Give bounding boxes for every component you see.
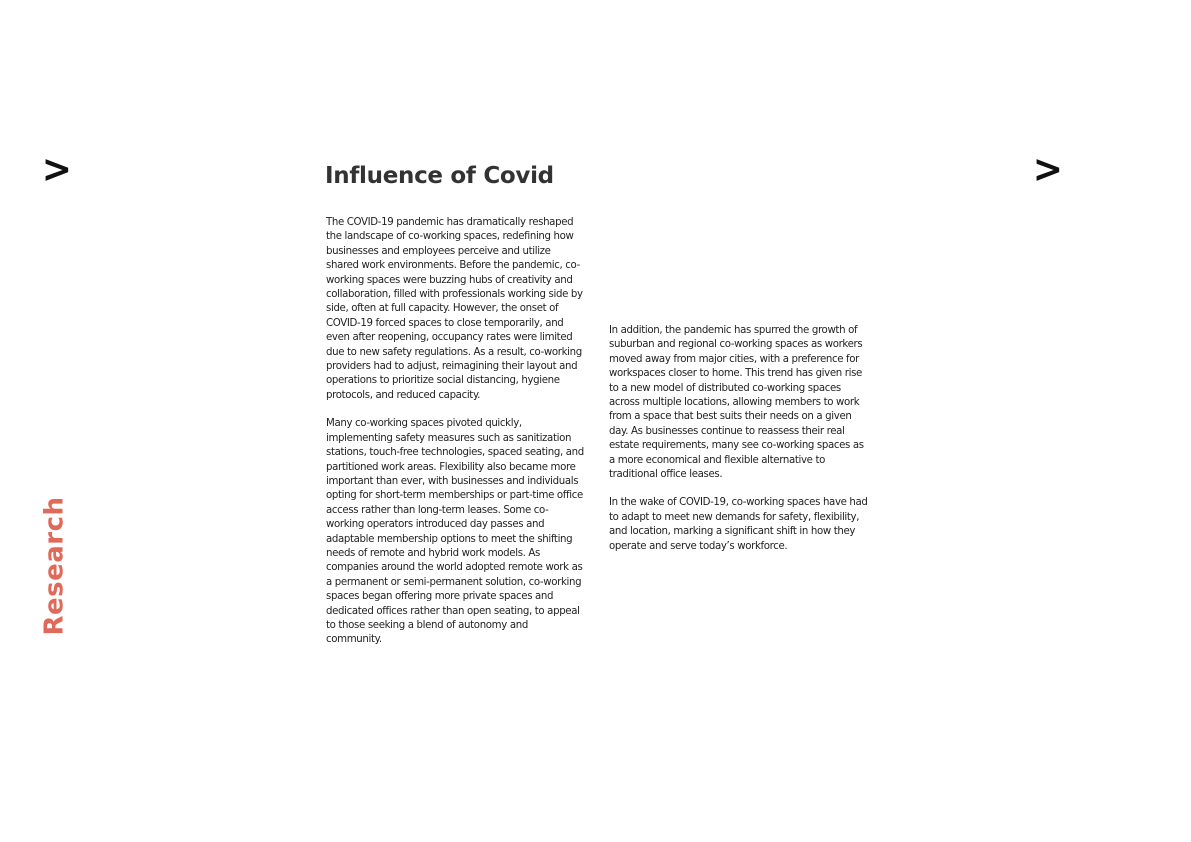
previous-page-arrow-icon[interactable]: > bbox=[41, 147, 73, 191]
section-label-text: Research bbox=[40, 496, 70, 636]
next-page-arrow-icon[interactable]: > bbox=[1032, 147, 1064, 191]
text-column-right bbox=[609, 324, 869, 568]
section-label bbox=[38, 496, 72, 636]
paragraph-pandemic-reshaped: The COVID-19 pandemic has dramatically reshaped the landscape of co-working spaces, redefining how businesses and employees perceive and utilize shared work environments. Before the pandemic, co-working spaces were buzzing hubs of creativity and collaboration, filled with professionals working side by side, often at full capacity. However, the onset of COVID-19 forced spaces to close temporarily, and even after reopening, occupancy rates were limited due to new safety regulations. As a result, co-working providers had to adjust, reimagining their layout and operations to prioritize social distancing, hygiene protocols, and reduced capacity. bbox=[326, 217, 583, 401]
paragraph-suburban-growth: In addition, the pandemic has spurred the growth of suburban and regional co-working spaces as workers moved away from major cities, with a preference for workspaces closer to home. This trend has given rise to a new model of distributed co-working spaces across multiple locations, allowing members to work from a space that best suits their needs on a given day. As businesses continue to reassess their real estate requirements, many see co-working spaces as a more economical and flexible alternative to traditional office leases. bbox=[609, 325, 864, 481]
paragraph-wake-of-covid: In the wake of COVID-19, co-working spaces have had to adapt to meet new demands for safety, flexibility, and location, marking a significant shift in how they operate and serve today’s workforce. bbox=[609, 497, 868, 552]
paragraph-pivoted-quickly: Many co-working spaces pivoted quickly, implementing safety measures such as sanitization stations, touch-free technologies, spaced seating, and partitioned work areas. Flexibility also became more important than ever, with businesses and individuals opting for short-term memberships or part-time office access rather than long-term leases. Some co-working operators introduced day passes and adaptable membership options to meet the shifting needs of remote and hybrid work models. As companies around the world adopted remote work as a permanent or semi-permanent solution, co-working spaces began offering more private spaces and dedicated offices rather than open seating, to appeal to those seeking a blend of autonomy and community. bbox=[326, 418, 584, 646]
page-title: Influence of Covid bbox=[325, 163, 554, 189]
text-column-left bbox=[326, 216, 584, 662]
